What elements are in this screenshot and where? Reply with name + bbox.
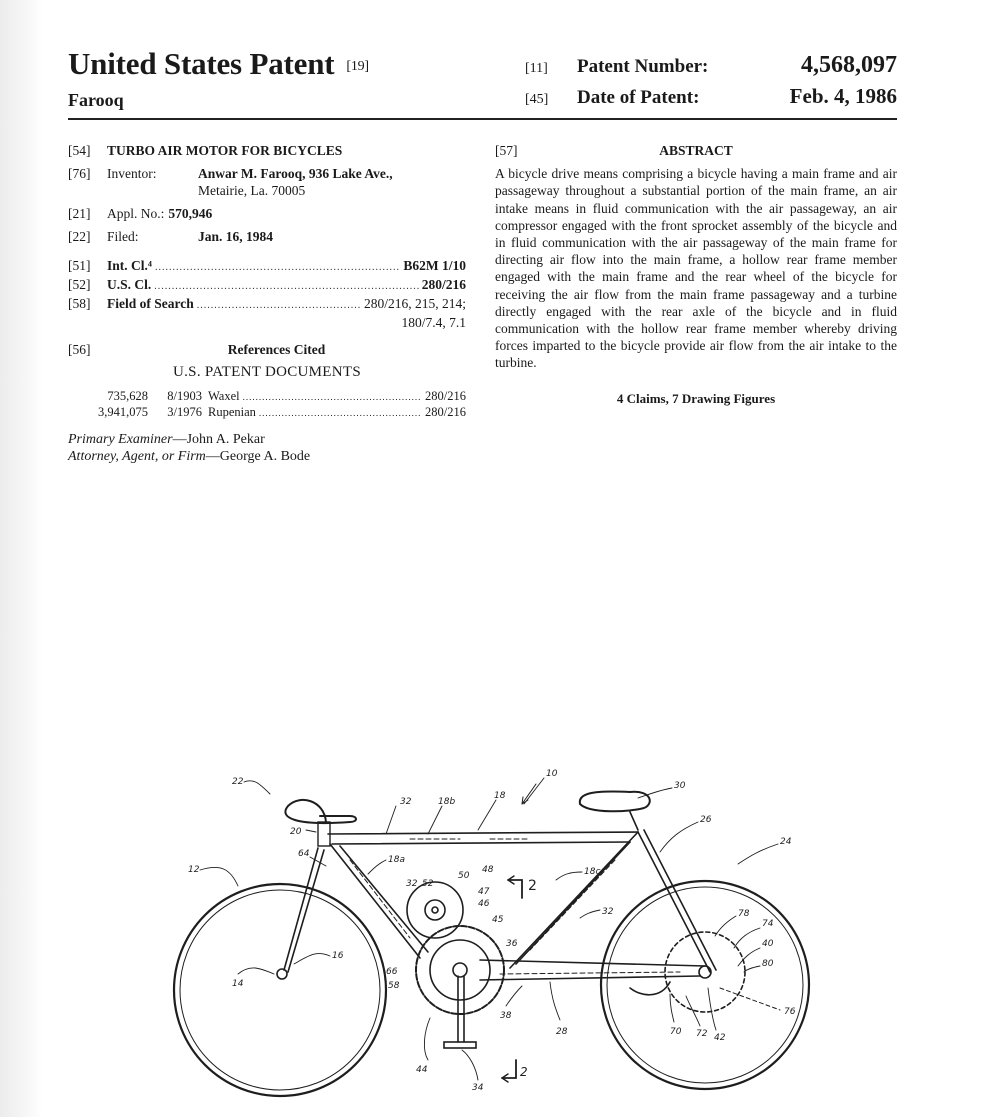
bicycle-drawing xyxy=(160,760,880,1100)
attorney xyxy=(68,448,466,465)
reference-number: 735,628 xyxy=(107,389,148,403)
patent-identifiers xyxy=(525,52,897,116)
references-code: [56] xyxy=(68,342,91,357)
label-32-top: 32 xyxy=(400,797,412,807)
reference-name: Waxel xyxy=(208,389,240,403)
filed-label: Filed: xyxy=(107,229,139,244)
appl-number: 570,946 xyxy=(168,206,213,221)
handlebar xyxy=(285,800,356,823)
pedal xyxy=(444,1042,476,1048)
search-label: Field of Search xyxy=(107,296,194,311)
fork xyxy=(284,848,318,970)
reference-class: 280/216 xyxy=(425,405,466,419)
label-47: 47 xyxy=(478,887,490,897)
document-title xyxy=(68,46,369,82)
primary-examiner xyxy=(68,431,466,448)
label-70: 70 xyxy=(670,1027,682,1037)
references-heading-row xyxy=(68,341,466,358)
dot-leader xyxy=(154,278,418,295)
us-cl-value: 280/216 xyxy=(421,277,466,292)
label-48: 48 xyxy=(482,865,494,875)
primary-examiner-name: —John A. Pekar xyxy=(172,432,265,447)
label-18: 18 xyxy=(494,791,506,801)
abstract-heading: ABSTRACT xyxy=(659,143,733,158)
compressor xyxy=(407,882,463,938)
patent-date: Feb. 4, 1986 xyxy=(789,84,897,108)
reference-date: 3/1976 xyxy=(167,405,202,419)
label-74: 74 xyxy=(762,919,774,929)
search-value-2: 180/7.4, 7.1 xyxy=(401,315,466,330)
inventor-field-code: [76] xyxy=(68,166,91,181)
inventor-value xyxy=(198,165,466,199)
abstract-code: [57] xyxy=(495,143,518,158)
claims-summary: 4 Claims, 7 Drawing Figures xyxy=(616,390,776,406)
front-hub xyxy=(277,969,287,979)
label-80: 80 xyxy=(762,959,774,969)
label-24: 24 xyxy=(780,837,792,847)
bibliographic-column xyxy=(68,142,466,465)
abstract-column xyxy=(495,142,897,407)
seat-post xyxy=(638,832,710,972)
crank-axle xyxy=(453,963,467,977)
label-20: 20 xyxy=(290,827,302,837)
int-cl-code: [51] xyxy=(68,258,91,273)
label-section-bottom: 2 xyxy=(520,1065,528,1079)
label-72: 72 xyxy=(696,1029,708,1039)
label-28: 28 xyxy=(556,1027,568,1037)
int-cl-value: B62M 1/10 xyxy=(403,258,466,273)
label-32-mid: 32 xyxy=(406,879,418,889)
dot-leader xyxy=(155,259,400,276)
patent-number-code: [11] xyxy=(525,61,548,76)
reference-date: 8/1903 xyxy=(167,389,202,403)
reference-row xyxy=(68,389,466,405)
search-value-1: 280/216, 215, 214; xyxy=(363,296,466,311)
patent-date-code: [45] xyxy=(525,92,549,107)
label-64: 64 xyxy=(298,849,310,859)
references-subheading: U.S. PATENT DOCUMENTS xyxy=(173,364,361,380)
label-18b: 18b xyxy=(438,797,456,807)
front-wheel-rim xyxy=(180,890,380,1090)
us-cl-label: U.S. Cl. xyxy=(107,277,152,292)
reference-name: Rupenian xyxy=(208,405,256,419)
label-58: 58 xyxy=(388,981,400,991)
search-code: [58] xyxy=(68,296,91,311)
label-22: 22 xyxy=(232,777,244,787)
section-arrow-bottom xyxy=(502,1060,516,1078)
label-42: 42 xyxy=(714,1033,726,1043)
crank-arm xyxy=(458,976,464,1042)
attorney-name: —George A. Bode xyxy=(205,449,311,464)
dot-leader xyxy=(259,406,422,421)
inventor-surname: Farooq xyxy=(68,90,124,110)
chainring xyxy=(430,940,490,1000)
label-18a: 18a xyxy=(388,855,405,865)
inventor-name: Anwar M. Farooq, 936 Lake Ave., xyxy=(198,166,393,181)
appl-code: [21] xyxy=(68,206,91,221)
patent-number: 4,568,097 xyxy=(801,52,897,78)
section-arrow-top xyxy=(508,880,522,898)
seat xyxy=(580,792,650,812)
label-12: 12 xyxy=(188,865,200,875)
reference-number: 3,941,075 xyxy=(98,405,148,419)
header-rule xyxy=(68,118,897,120)
label-32-seat: 32 xyxy=(602,907,614,917)
label-18c: 18c xyxy=(584,867,601,877)
label-16: 16 xyxy=(332,951,344,961)
label-50: 50 xyxy=(458,871,470,881)
attorney-label: Attorney, Agent, or Firm xyxy=(68,449,206,464)
appl-field xyxy=(68,205,466,222)
label-44: 44 xyxy=(416,1065,428,1075)
rear-wheel-rim xyxy=(607,887,803,1083)
patent-date-label: Date of Patent: xyxy=(577,87,700,108)
seat-tube xyxy=(510,832,638,968)
label-36: 36 xyxy=(506,939,518,949)
label-38: 38 xyxy=(500,1011,512,1021)
invention-title: TURBO AIR MOTOR FOR BICYCLES xyxy=(107,143,343,158)
label-30: 30 xyxy=(674,781,686,791)
label-76: 76 xyxy=(784,1007,796,1017)
lower-duct xyxy=(630,982,670,995)
patent-number-label: Patent Number: xyxy=(577,56,709,77)
filed-date: Jan. 16, 1984 xyxy=(198,229,274,244)
us-cl-code: [52] xyxy=(68,277,91,292)
inventor-address: Metairie, La. 70005 xyxy=(198,183,306,198)
label-40: 40 xyxy=(762,939,774,949)
label-46: 46 xyxy=(478,899,490,909)
bicycle-drawing-svg xyxy=(160,760,880,1100)
title-field xyxy=(68,142,466,159)
front-wheel xyxy=(174,884,386,1096)
reference-class: 280/216 xyxy=(425,389,466,403)
label-52: 52 xyxy=(422,879,434,889)
inventor-label: Inventor: xyxy=(107,166,157,181)
title-text: United States Patent xyxy=(68,46,335,81)
abstract-text: A bicycle drive means comprising a bicycle having a main frame and air passageway throughout a substantial portion of the main frame, an air intake means in fluid communication with the air passageway, an air compressor engaged with the front sprocket assembly of the bicycle and in fluid communication with the air passageway of the main frame for directing air flow into the main frame, a hollow rear frame member engaged with the main frame and the rear wheel of the bicycle for receiving the air flow from the main frame passageway and a turbine directly engaged with the rear axle of the bicycle and in fluid communication with the hollow rear frame member whereby driving forces imparted to the bicycle provide air flow from the air intake to the turbine. xyxy=(495,166,897,371)
int-cl-label: Int. Cl.⁴ xyxy=(107,258,152,273)
primary-examiner-label: Primary Examiner xyxy=(68,432,173,447)
label-section-top: 2 xyxy=(528,878,537,894)
reference-row xyxy=(68,405,466,421)
top-tube xyxy=(328,832,638,834)
search-row xyxy=(68,295,466,314)
examiners xyxy=(68,431,466,465)
filed-code: [22] xyxy=(68,229,91,244)
dot-leader xyxy=(243,390,422,405)
filed-field xyxy=(68,228,466,245)
int-cl-row xyxy=(68,257,466,276)
patent-date-row xyxy=(525,84,897,116)
label-34: 34 xyxy=(472,1083,484,1093)
title-code: [19] xyxy=(346,59,369,74)
label-66: 66 xyxy=(386,967,398,977)
label-78: 78 xyxy=(738,909,750,919)
inventor-field xyxy=(68,165,466,199)
references-heading: References Cited xyxy=(227,342,326,357)
label-26: 26 xyxy=(700,815,712,825)
abstract-heading-row xyxy=(495,142,897,159)
rear-wheel xyxy=(601,881,809,1089)
patent-number-row xyxy=(525,52,897,84)
label-10: 10 xyxy=(546,769,558,779)
dot-leader xyxy=(197,297,361,314)
label-14: 14 xyxy=(232,979,244,989)
us-cl-row xyxy=(68,276,466,295)
label-45: 45 xyxy=(492,915,504,925)
appl-label: Appl. No.: xyxy=(107,206,165,221)
title-field-code: [54] xyxy=(68,143,91,158)
